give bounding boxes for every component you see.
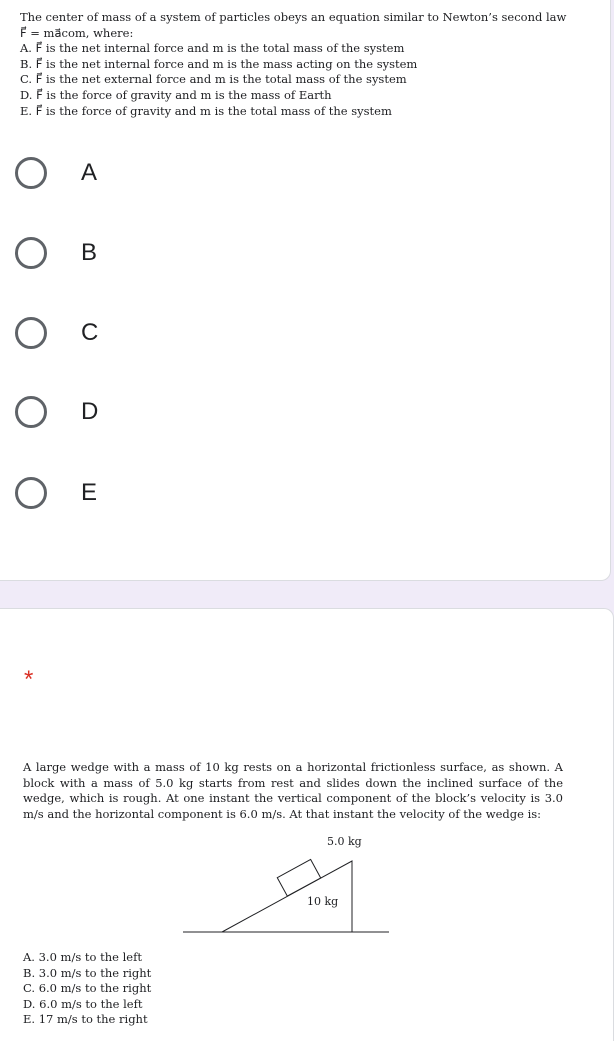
radio-button-c[interactable] <box>15 317 47 349</box>
question-1-text <box>20 10 566 119</box>
question-1-option-a: A. F⃗ is the net internal force and m is the total mass of the system <box>20 41 405 56</box>
question-1-prompt-line-2: F⃗ = ma⃗com, where: <box>20 25 134 40</box>
radio-button-e[interactable] <box>15 477 47 509</box>
block-shape <box>277 859 320 896</box>
radio-button-d[interactable] <box>15 396 47 428</box>
choice-label-c: C <box>81 319 99 346</box>
choice-label-d: D <box>81 398 99 425</box>
block-mass-label: 5.0 kg <box>327 835 362 848</box>
choice-b[interactable] <box>15 237 97 269</box>
wedge-mass-label: 10 kg <box>307 895 339 908</box>
question-2-option-d: D. 6.0 m/s to the left <box>23 996 143 1011</box>
question-2-option-a: A. 3.0 m/s to the left <box>23 950 142 964</box>
wedge-block-figure <box>180 828 392 936</box>
question-2-option-c: C. 6.0 m/s to the right <box>23 981 152 995</box>
question-1-option-c: C. F⃗ is the net external force and m is the total mass of the system <box>20 72 407 87</box>
question-2-option-e: E. 17 m/s to the right <box>23 1012 148 1026</box>
choice-c[interactable] <box>15 317 98 349</box>
choice-label-b: B <box>81 239 98 266</box>
question-1-prompt-line-1: The center of mass of a system of particles obeys an equation similar to Newton’s second law <box>20 10 567 24</box>
question-1-option-e: E. F⃗ is the force of gravity and m is the total mass of the system <box>20 103 392 118</box>
choice-d[interactable] <box>15 396 98 428</box>
question-2-options <box>23 950 151 1028</box>
question-2-prompt: A large wedge with a mass of 10 kg rests on a horizontal frictionless surface, as shown. A block with a mass of 5.0 kg starts from rest and slides down the inclined surface of the wedge, which is rough. At one instant the vertical component of the block’s velocity is 3.0 m/s and the horizontal component is 6.0 m/s. At that instant the velocity of the wedge is: <box>23 760 563 821</box>
choice-e[interactable] <box>15 477 97 509</box>
required-marker: * <box>24 666 34 693</box>
choice-label-a: A <box>81 159 98 186</box>
radio-button-b[interactable] <box>15 237 47 269</box>
question-1-option-b: B. F⃗ is the net internal force and m is the mass acting on the system <box>20 56 418 71</box>
choice-label-e: E <box>81 479 98 506</box>
radio-button-a[interactable] <box>15 157 47 189</box>
question-2-option-b: B. 3.0 m/s to the right <box>23 965 152 980</box>
question-1-option-d: D. F⃗ is the force of gravity and m is the mass of Earth <box>20 87 332 102</box>
choice-a[interactable] <box>15 157 97 189</box>
